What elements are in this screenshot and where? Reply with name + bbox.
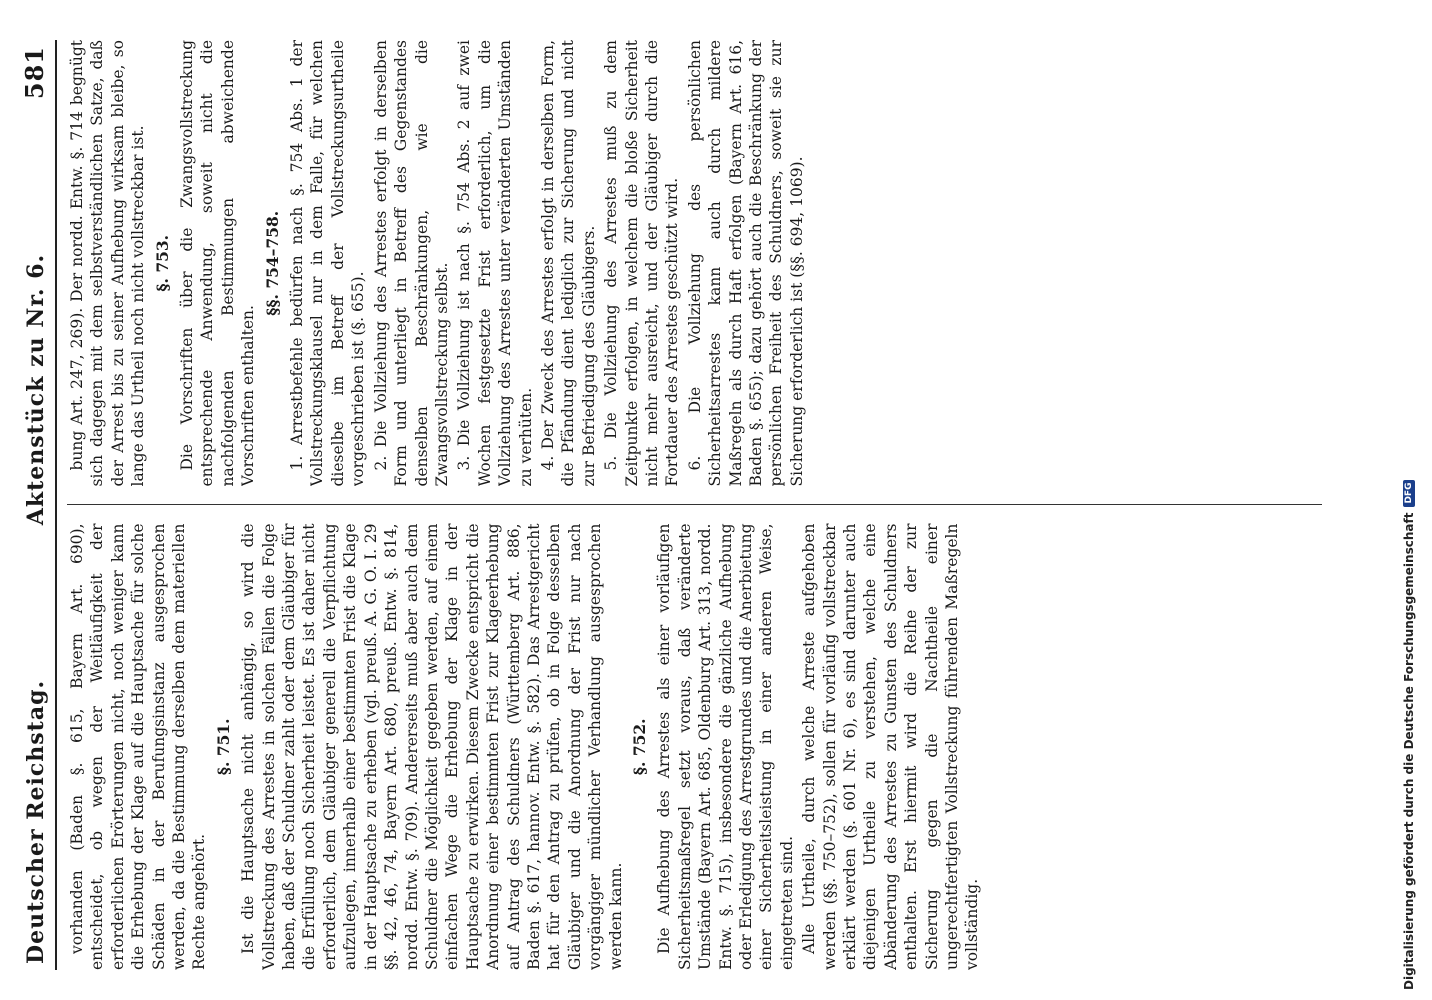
- section-heading: §. 751.: [213, 718, 233, 776]
- paragraph: 4. Der Zweck des Arrestes erfolgt in derselben Form, die Pfändung dient lediglich zur Sicherung und nicht zur Befriedigung des Gläubigers.: [538, 40, 598, 487]
- section-heading: §. 753.: [152, 234, 172, 292]
- paragraph: Ist die Hauptsache nicht anhängig, so wird die Vollstreckung des Arrestes in solchen Fällen die Folge haben, daß der Schuldner zahlt oder dem Gläubiger für die Erfüllung noch Sicherheit leistet. Es ist daher nicht erforderlich, dem Gläubiger generell die Verpflichtung aufzulegen, innerhalb einer bestimmten Frist die Klage in der Hauptsache zu erheben (vgl. preuß. A. G. O. I. 29 §§. 42, 46, 74, Bayern Art. 680, preuß. Entw. §. 814, nordd. Entw. §. 709). Andererseits muß aber auch dem Schuldner die Möglichkeit gegeben werden, auf einem einfachen Wege die Erhebung der Klage in der Hauptsache zu erwirken. Diesem Zwecke entspricht die Anordnung einer bestimmten Frist zur Klageerhebung auf Antrag des Schuldners (Württemberg Art. 886, Baden §. 617, hannov. Entw. §. 582). Das Arrestgericht hat für den Antrag zu prüfen, ob in Folge desselben Gläubiger und die Anordnung der Frist nur nach vorgängiger mündlicher Verhandlung ausgesprochen werden kann.: [239, 523, 625, 970]
- column-divider: [67, 505, 1322, 506]
- header-publication-title: Deutscher Reichstag.: [23, 679, 49, 964]
- text-columns: [57, 40, 1322, 970]
- paragraph: 6. Die Vollziehung des persönlichen Sicherheitsarrestes kann auch durch mildere Maßregeln als durch Haft erfolgen (Bayern Art. 616, Baden §. 655); dazu gehört auch die Beschränkung der persönlichen Freiheit des Schuldners, soweit sie zur Sicherung erforderlich ist (§§. 694, 1069).: [685, 40, 806, 487]
- header-page-number: 581: [20, 46, 49, 100]
- paragraph: 5. Die Vollziehung des Arrestes muß zu dem Zeitpunkte erfolgen, in welchem die bloße Sicherheit nicht mehr ausreicht, und der Gläubiger durch die Fortdauer des Arrestes geschützt wird.: [602, 40, 682, 487]
- paragraph: 1. Arrestbefehle bedürfen nach §. 754 Abs. 1 der Vollstreckungsklausel nur in dem Falle, für welchen dieselbe im Betreff der Vollstreckungsurtheile vorgeschrieben ist (§. 655).: [288, 40, 368, 487]
- section-heading: §. 752.: [629, 718, 649, 776]
- paragraph: 3. Die Vollziehung ist nach §. 754 Abs. 2 auf zwei Wochen festgesetzte Frist erforderlich, um die Vollziehung des Arrestes unter veränderten Umständen zu verhüten.: [455, 40, 535, 487]
- section-heading: §§. 754–758.: [262, 210, 282, 316]
- page-header: [20, 40, 57, 970]
- paragraph: Die Aufhebung des Arrestes als einer vorläufigen Sicherheitsmaßregel setzt voraus, daß veränderte Umstände (Bayern Art. 685, Oldenburg Art. 313, nordd. Entw. §. 715), insbesondere die gänzliche Aufhebung oder Erledigung des Arrestgrundes und die Anerbietung einer Sicherheitsleistung in einer anderen Weise, eingetreten sind.: [655, 523, 796, 970]
- credit-text: Digitalisierung gefördert durch die Deutsche Forschungsgemeinschaft: [1402, 512, 1416, 990]
- dfg-logo: DFG: [1403, 480, 1415, 507]
- paragraph: 2. Die Vollziehung des Arrestes erfolgt in derselben Form und unterliegt in Betreff des Gegenstandes denselben Beschränkungen, wie die Zwangsvollstreckung selbst.: [371, 40, 451, 487]
- paragraph: Die Vorschriften über die Zwangsvollstreckung entsprechende Anwendung, soweit nicht die nachfolgenden Bestimmungen abweichende Vorschriften enthalten.: [178, 40, 258, 487]
- text-column-right: [67, 40, 1322, 487]
- paragraph: Alle Urtheile, durch welche Arreste aufgehoben werden (§§. 750–752), sollen für vorläufig vollstreckbar erklärt werden (§. 601 Nr. 6), es sind darunter auch diejenigen Urtheile zu verstehen, welche eine Abänderung des Arrestes zu Gunsten des Schuldners enthalten. Erst hiermit wird die Reihe der zur Sicherung gegen die Nachtheile einer ungerechtfertigten Vollstreckung führenden Maßregeln vollständig.: [800, 523, 982, 970]
- document-page: [20, 40, 1320, 970]
- digitization-credit: [1402, 0, 1416, 1000]
- paragraph: vorhanden (Baden §. 615, Bayern Art. 690), entscheidet, ob wegen der Weitläufigkeit der erforderlichen Erörterungen nicht, noch weniger kann die Erhebung der Klage auf die Hauptsache für solche Schäden in der Berufungsinstanz ausgesprochen werden, da die Bestimmung derselben dem materiellen Rechte angehört.: [68, 523, 209, 970]
- text-column-left: [67, 524, 1322, 971]
- header-document-reference: Aktenstück zu Nr. 6.: [23, 253, 49, 526]
- paragraph: bung Art. 247, 269). Der nordd. Entw. §. 714 begnügt sich dagegen mit dem selbstverständlichen Satze, daß der Arrest bis zu seiner Aufhebung wirksam bleibe, so lange das Urtheil noch nicht vollstreckbar ist.: [68, 40, 148, 487]
